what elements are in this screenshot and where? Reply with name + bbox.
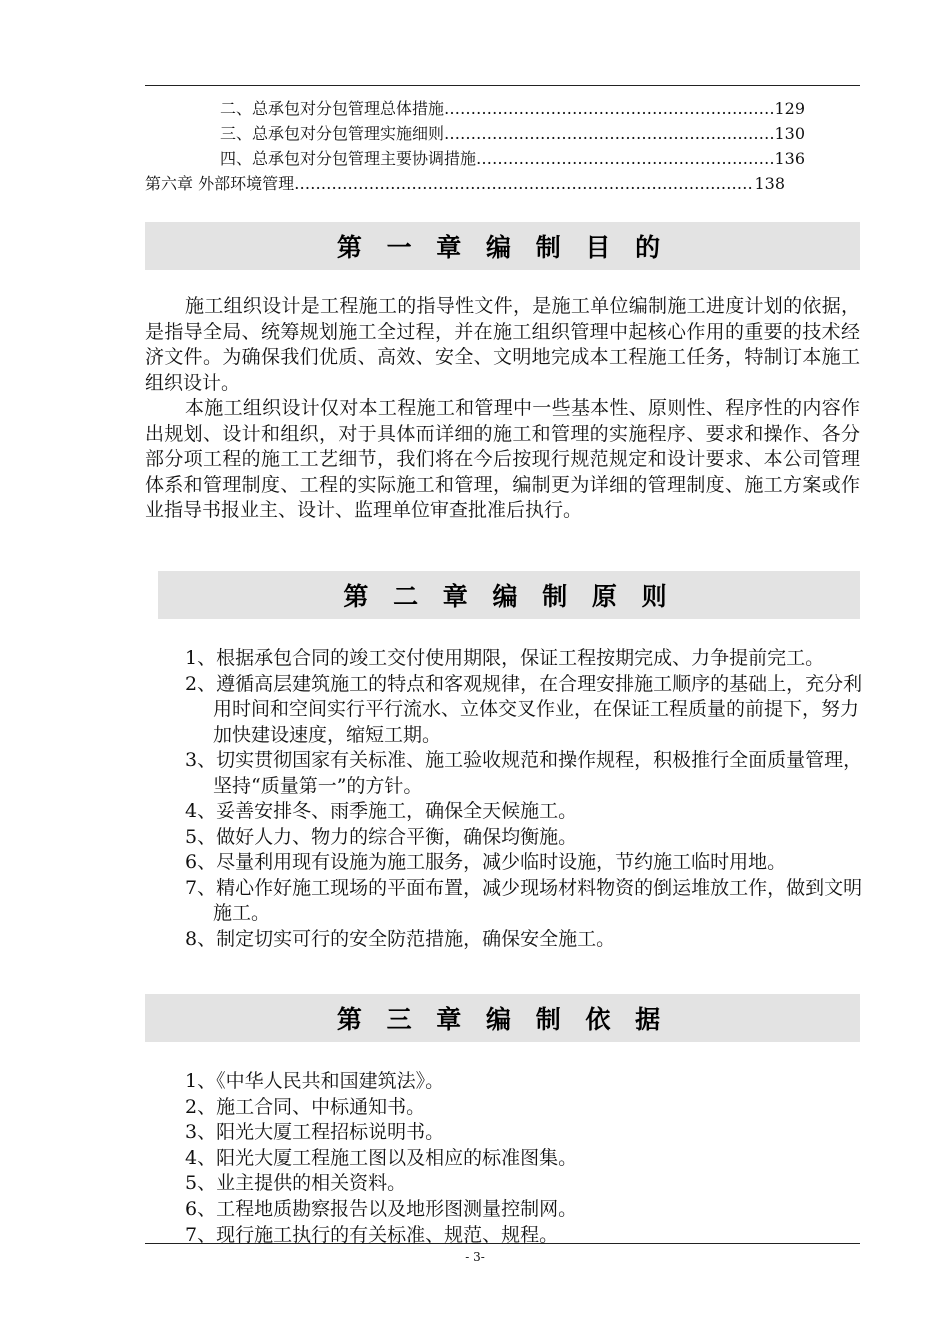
list-item: 6、工程地质勘察报告以及地形图测量控制网。: [185, 1197, 578, 1220]
list-item: 3、阳光大厦工程招标说明书。: [185, 1121, 445, 1144]
list-item: 7、精心作好施工现场的平面布置，减少现场材料物资的倒运堆放工作，做到文明施工。: [185, 876, 863, 924]
list-item: 1、《中华人民共和国建筑法》。: [185, 1070, 445, 1092]
table-of-contents: [145, 96, 865, 196]
list-item: 5、做好人力、物力的综合平衡，确保均衡施。: [185, 825, 578, 848]
toc-entry[interactable]: 四、总承包对分包管理主要协调措施 …………………………………………………………………………………………………………………… 136: [145, 146, 805, 171]
list-item: 5、业主提供的相关资料。: [185, 1172, 407, 1195]
list-item: 4、妥善安排冬、雨季施工，确保全天候施工。: [185, 800, 578, 822]
chapter2-heading-bar: [158, 571, 860, 619]
chapter1-paragraph: 施工组织设计是工程施工的指导性文件，是施工单位编制施工进度计划的依据，是指导全局、统筹规划施工全过程，并在施工组织管理中起核心作用的重要的技术经济文件。为确保我们优质、高效、安全、文明地完成本工程施工任务，特制订本施工组织设计。: [145, 295, 860, 394]
chapter1-heading-bar: [145, 222, 860, 270]
chapter3-basis-list: [185, 1069, 870, 1248]
list-item: 8、制定切实可行的安全防范措施，确保安全施工。: [185, 927, 616, 950]
chapter1-title: 第 一 章 编 制 目 的: [336, 233, 669, 262]
list-item: 2、遵循高层建筑施工的特点和客观规律，在合理安排施工顺序的基础上，充分利用时间和空间实行平行流水、立体交叉作业，在保证工程质量的前提下，努力加快建设速度，缩短工期。: [185, 672, 863, 746]
list-item: 4、阳光大厦工程施工图以及相应的标准图集。: [185, 1146, 578, 1169]
footer-rule: [145, 1243, 860, 1244]
chapter3-heading-bar: [145, 994, 860, 1042]
page-number: - 3-: [465, 1250, 485, 1264]
toc-entry[interactable]: 第六章 外部环境管理 …………………………………………………………………………………………………………………… 138: [145, 171, 785, 196]
chapter1-paragraph: 本施工组织设计仅对本工程施工和管理中一些基本性、原则性、程序性的内容作出规划、设计和组织，对于具体而详细的施工和管理的实施程序、要求和操作、各分部分项工程的施工工艺细节，我们将在今后按现行规范规定和设计要求、本公司管理体系和管理制度、工程的实际施工和管理，编制更为详细的管理制度、施工方案或作业指导书报业主、设计、监理单位审查批准后执行。: [145, 397, 860, 521]
list-item: 7、现行施工执行的有关标准、规范、规程。: [185, 1223, 559, 1246]
header-rule: [145, 85, 860, 86]
list-item: 3、切实贯彻国家有关标准、施工验收规范和操作规程，积极推行全面质量管理，坚持“质量第一”的方针。: [185, 749, 863, 797]
chapter2-title: 第 二 章 编 制 原 则: [343, 582, 675, 611]
chapter3-title: 第 三 章 编 制 依 据: [336, 1005, 669, 1034]
list-item: 1、根据承包合同的竣工交付使用期限，保证工程按期完成、力争提前完工。: [185, 647, 825, 669]
chapter2-principles-list: [185, 646, 870, 952]
list-item: 6、尽量利用现有设施为施工服务，减少临时设施，节约施工临时用地。: [185, 851, 787, 873]
list-item: 2、施工合同、中标通知书。: [185, 1095, 426, 1118]
toc-entry[interactable]: 三、总承包对分包管理实施细则 …………………………………………………………………………………………………………………… 130: [145, 121, 805, 146]
toc-entry[interactable]: 二、总承包对分包管理总体措施 …………………………………………………………………………………………………………………… 129: [145, 96, 805, 121]
